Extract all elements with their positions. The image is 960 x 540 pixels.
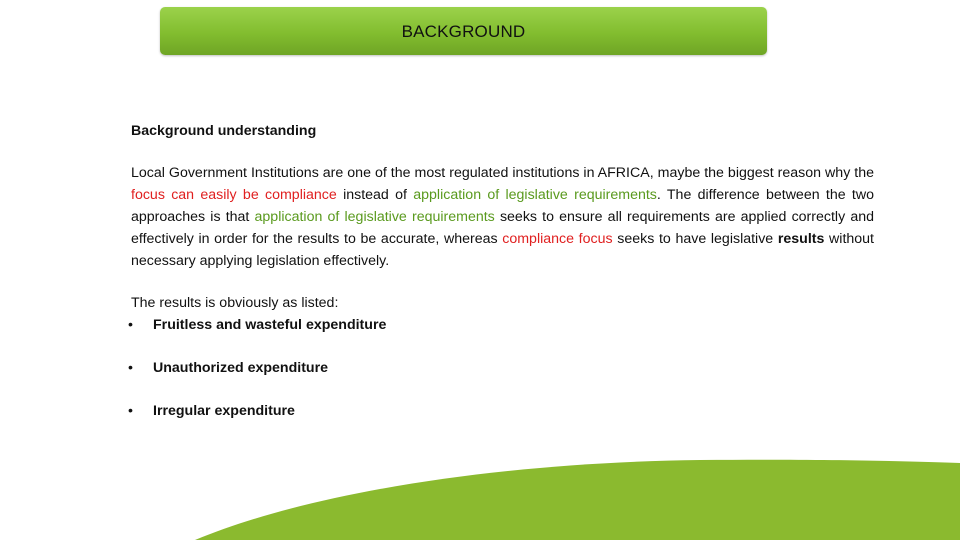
bullet-icon: • bbox=[128, 317, 133, 333]
green-swoosh-shape bbox=[195, 460, 960, 540]
bullet-text: Unauthorized expenditure bbox=[153, 360, 328, 376]
para-text-3: . The difference between the two approaches is that bbox=[131, 187, 874, 225]
results-intro: The results is obviously as listed: bbox=[131, 295, 339, 311]
para-text-4: seeks to ensure all requirements are applied correctly and effectively in order for the results to be accurate, whereas bbox=[131, 209, 875, 247]
bullet-icon: • bbox=[128, 360, 133, 376]
bullet-text: Fruitless and wasteful expenditure bbox=[153, 317, 387, 333]
para-text-6: without necessary applying legislation effectively. bbox=[131, 231, 875, 269]
para-highlight-application-1: application of legislative requirements bbox=[413, 187, 657, 203]
para-highlight-application-2: application of legislative requirements bbox=[254, 209, 495, 225]
para-highlight-compliance-focus: compliance focus bbox=[502, 231, 613, 247]
subheading: Background understanding bbox=[131, 123, 317, 139]
para-text-2: instead of bbox=[336, 187, 414, 203]
para-text-1: Local Government Institutions are one of the most regulated institutions in AFRICA, maybe the biggest reason why the bbox=[131, 165, 874, 181]
bullet-text: Irregular expenditure bbox=[153, 403, 295, 419]
para-results-bold: results bbox=[777, 231, 825, 247]
bullet-icon: • bbox=[128, 403, 133, 419]
para-highlight-compliance: focus can easily be compliance bbox=[131, 187, 337, 203]
slide-title: BACKGROUND bbox=[401, 22, 526, 41]
para-text-5: seeks to have legislative bbox=[612, 231, 778, 247]
